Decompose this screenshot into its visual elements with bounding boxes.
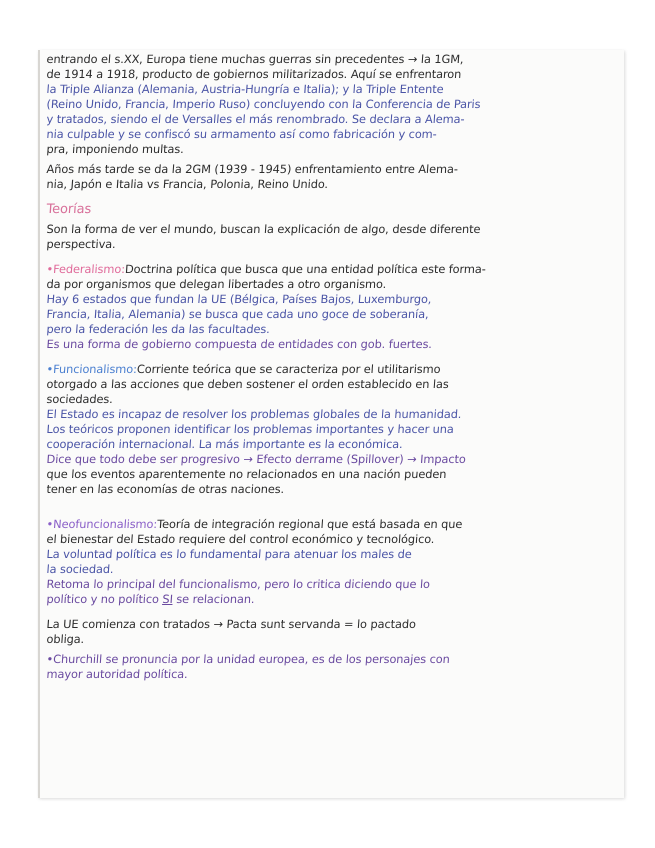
funcionalismo-line-9: tener en las economías de otras naciones. <box>46 482 285 496</box>
federalismo-line-3: Hay 6 estados que fundan la UE (Bélgica, Países Bajos, Luxemburgo, <box>46 292 432 306</box>
funcionalismo-line-3: sociedades. <box>46 392 114 406</box>
funcionalismo-line-6: cooperación internacional. La más importante es la económica. <box>46 437 404 451</box>
funcionalismo-line-8: que los eventos aparentemente no relacionados en una nación pueden <box>46 467 447 481</box>
teorias-definition-1: Son la forma de ver el mundo, buscan la explicación de algo, desde diferente <box>46 222 481 236</box>
years-line-2: nia, Japón e Italia vs Francia, Polonia, Reino Unido. <box>46 177 329 191</box>
neofuncionalismo-line-4: la sociedad. <box>46 562 115 576</box>
intro-line-3: la Triple Alianza (Alemania, Austria-Hungría e Italia); y la Triple Entente <box>46 82 445 96</box>
intro-line-4: (Reino Unido, Francia, Imperio Ruso) concluyendo con la Conferencia de Paris <box>46 97 481 111</box>
funcionalismo-line-1: •Funcionalismo:Corriente teórica que se caracteriza por el utilitarismo <box>46 362 442 376</box>
intro-line-7: pra, imponiendo multas. <box>46 142 185 156</box>
neofuncionalismo-line-2: el bienestar del Estado requiere del control económico y tecnológico. <box>46 532 435 546</box>
funcionalismo-line-2: otorgado a las acciones que deben sostener el orden establecido en las <box>46 377 450 391</box>
ue-line-1: La UE comienza con tratados → Pacta sunt servanda = lo pactado <box>46 617 417 631</box>
funcionalismo-label: •Funcionalismo: <box>46 362 138 376</box>
federalismo-line-1: •Federalismo:Doctrina política que busca que una entidad política este forma- <box>46 262 487 276</box>
churchill-line-2: mayor autoridad política. <box>46 667 189 681</box>
neofuncionalismo-line-6: político y no político SI se relacionan. <box>46 592 256 606</box>
neofuncionalismo-line-1: •Neofuncionalismo:Teoría de integración regional que está basada en que <box>46 517 463 531</box>
churchill-line-1: •Churchill se pronuncia por la unidad europea, es de los personajes con <box>46 652 451 666</box>
ue-line-2: obliga. <box>46 632 85 646</box>
years-line-1: Años más tarde se da la 2GM (1939 - 1945) enfrentamiento entre Alema- <box>46 162 459 176</box>
funcionalismo-line-7: Dice que todo debe ser progresivo → Efecto derrame (Spillover) → Impacto <box>46 452 467 466</box>
handwritten-notes <box>46 50 618 682</box>
federalismo-line-2: da por organismos que delegan libertades a otro organismo. <box>46 277 387 291</box>
intro-line-5: y tratados, siendo el de Versalles el más renombrado. Se declara a Alema- <box>46 112 466 126</box>
teorias-definition-2: perspectiva. <box>46 237 117 251</box>
intro-line-6: nia culpable y se confiscó su armamento así como fabricación y com- <box>46 127 438 141</box>
federalismo-line-4: Francia, Italia, Alemania) se busca que cada uno goce de soberanía, <box>46 307 430 321</box>
intro-line-2: de 1914 a 1918, producto de gobiernos militarizados. Aquí se enfrentaron <box>46 67 462 81</box>
federalismo-label: •Federalismo: <box>46 262 126 276</box>
funcionalismo-line-5: Los teóricos proponen identificar los problemas importantes y hacer una <box>46 422 455 436</box>
neofuncionalismo-label: •Neofuncionalismo: <box>46 517 158 531</box>
intro-line-1: entrando el s.XX, Europa tiene muchas guerras sin precedentes → la 1GM, <box>46 52 465 66</box>
federalismo-line-6: Es una forma de gobierno compuesta de entidades con gob. fuertes. <box>46 337 433 351</box>
federalismo-line-5: pero la federación les da las facultades. <box>46 322 271 336</box>
neofuncionalismo-line-5: Retoma lo principal del funcionalismo, pero lo critica diciendo que lo <box>46 577 431 591</box>
notebook-page <box>38 50 624 798</box>
neofuncionalismo-line-3: La voluntad política es lo fundamental para atenuar los males de <box>46 547 413 561</box>
section-heading-teorias: Teorías <box>46 202 92 217</box>
funcionalismo-line-4: El Estado es incapaz de resolver los problemas globales de la humanidad. <box>46 407 462 421</box>
